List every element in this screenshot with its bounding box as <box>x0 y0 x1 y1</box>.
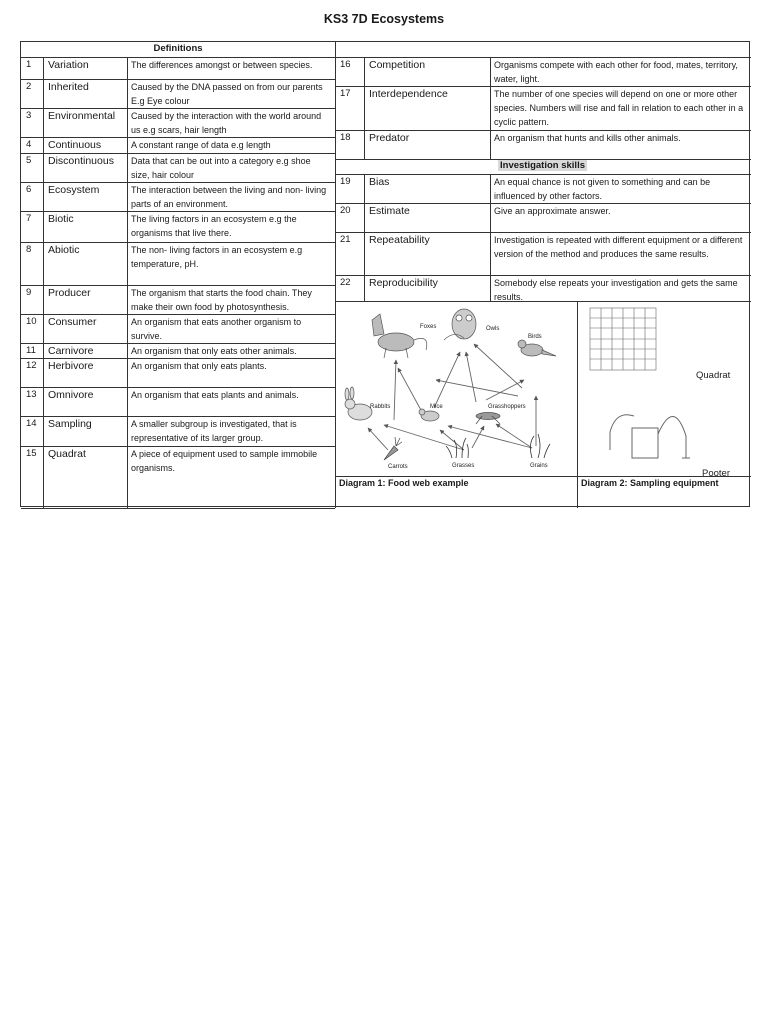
investigation-skills-header <box>335 159 750 174</box>
right-col-rule <box>364 174 365 301</box>
term-number: 10 <box>26 316 37 327</box>
term-name: Environmental <box>48 110 116 122</box>
term-definition: Caused by the DNA passed on from our parents E.g Eye colour <box>131 82 323 106</box>
term-definition: An organism that only eats plants. <box>131 361 267 371</box>
owl-icon <box>444 309 476 340</box>
term-number: 9 <box>26 287 32 298</box>
term-definition: The non- living factors in an ecosystem e.g temperature, pH. <box>131 245 303 269</box>
term-definition: The living factors in an ecosystem e.g the organisms that live there. <box>131 214 297 238</box>
left-col-rule <box>127 57 128 508</box>
term-definition: Give an approximate answer. <box>494 206 611 216</box>
term-name: Variation <box>48 59 89 71</box>
term-name: Ecosystem <box>48 184 100 196</box>
term-number: 5 <box>26 155 32 166</box>
term-number: 3 <box>26 110 32 121</box>
term-definition: A constant range of data e.g length <box>131 140 271 150</box>
mouse-icon <box>419 409 439 421</box>
pooter-icon <box>610 415 690 458</box>
term-number: 21 <box>340 234 351 245</box>
term-name: Repeatability <box>369 234 430 246</box>
term-name: Herbivore <box>48 360 94 372</box>
food-web-label-carrots: Carrots <box>388 464 408 470</box>
left-row-rule <box>21 508 335 509</box>
sampling-equipment-diagram <box>578 300 750 476</box>
term-number: 8 <box>26 244 32 255</box>
term-definition: A piece of equipment used to sample immobile organisms. <box>131 449 318 473</box>
term-name: Abiotic <box>48 244 80 256</box>
term-definition: An organism that eats plants and animals. <box>131 390 299 400</box>
term-definition: An organism that eats another organism to survive. <box>131 317 302 341</box>
right-row-rule <box>335 159 751 160</box>
quadrat-icon <box>590 308 656 370</box>
term-number: 20 <box>340 205 351 216</box>
term-definition: The number of one species will depend on one or more other species. Numbers will rise and fall in relation to each other in a cyclic pattern. <box>494 89 744 127</box>
term-definition: An organism that hunts and kills other animals. <box>494 133 681 143</box>
term-number: 4 <box>26 139 32 150</box>
term-definition: An equal chance is not given to something and can be influenced by other factors. <box>494 177 711 201</box>
term-number: 11 <box>26 345 36 356</box>
term-number: 13 <box>26 389 37 400</box>
definitions-header: Definitions <box>153 43 203 54</box>
grain-icon <box>530 434 550 458</box>
term-name: Omnivore <box>48 389 94 401</box>
term-definition: Caused by the interaction with the world around us e.g scars, hair length <box>131 111 322 135</box>
term-name: Reproducibility <box>369 277 438 289</box>
left-col-rule <box>43 57 44 508</box>
term-definition: The interaction between the living and non- living parts of an environment. <box>131 185 327 209</box>
term-definition: An organism that only eats other animals. <box>131 346 297 356</box>
grasshopper-icon <box>476 413 500 425</box>
term-name: Competition <box>369 59 426 71</box>
food-web-label-owls: Owls <box>486 326 500 332</box>
food-web-diagram <box>336 300 576 480</box>
term-definition: The organism that starts the food chain. They make their own food by photosynthesis. <box>131 288 312 312</box>
pooter-label: Pooter <box>702 468 730 476</box>
food-web-label-foxes: Foxes <box>420 324 437 330</box>
term-name: Biotic <box>48 213 74 225</box>
term-number: 6 <box>26 184 32 195</box>
right-col-rule <box>490 57 491 159</box>
investigation-skills-label: Investigation skills <box>500 160 585 171</box>
term-name: Discontinuous <box>48 155 114 167</box>
food-web-label-grains: Grains <box>530 463 548 469</box>
term-number: 2 <box>26 81 32 92</box>
fox-icon <box>372 314 427 358</box>
term-number: 19 <box>340 176 351 187</box>
term-name: Sampling <box>48 418 92 430</box>
right-row-rule <box>335 301 751 302</box>
ecosystems-table <box>20 41 750 507</box>
term-definition: Organisms compete with each other for food, mates, territory, water, light. <box>494 60 738 84</box>
rabbit-icon <box>345 387 372 420</box>
term-name: Continuous <box>48 139 102 151</box>
term-definition: A smaller subgroup is investigated, that is representative of its larger group. <box>131 419 297 443</box>
sampling-equipment-caption: Diagram 2: Sampling equipment <box>581 478 719 488</box>
right-col-rule <box>364 57 365 159</box>
term-number: 15 <box>26 448 37 459</box>
food-web-label-rabbits: Rabbits <box>370 404 391 410</box>
page-title: KS3 7D Ecosystems <box>323 12 445 26</box>
food-web-label-birds: Birds <box>528 334 542 340</box>
right-col-rule <box>490 174 491 301</box>
term-number: 7 <box>26 213 32 224</box>
term-name: Inherited <box>48 81 89 93</box>
term-name: Interdependence <box>369 88 448 100</box>
term-name: Producer <box>48 287 91 299</box>
term-definition: Data that can be out into a category e.g shoe size, hair colour <box>131 156 311 180</box>
term-number: 14 <box>26 418 37 429</box>
term-name: Consumer <box>48 316 97 328</box>
term-name: Estimate <box>369 205 410 217</box>
bird-icon <box>518 340 556 356</box>
term-number: 17 <box>340 88 351 99</box>
term-name: Carnivore <box>48 345 94 357</box>
term-name: Bias <box>369 176 390 188</box>
caption-rule <box>335 476 751 477</box>
term-name: Quadrat <box>48 448 86 460</box>
term-number: 12 <box>26 360 37 371</box>
term-name: Predator <box>369 132 410 144</box>
term-number: 18 <box>340 132 351 143</box>
food-web-label-mice: Mice <box>430 404 443 410</box>
term-number: 1 <box>26 59 32 70</box>
quadrat-label: Quadrat <box>696 370 731 381</box>
term-number: 22 <box>340 277 351 288</box>
term-definition: Somebody else repeats your investigation and gets the same results. <box>494 278 738 301</box>
term-definition: Investigation is repeated with different equipment or a different version of the method and produces the same results. <box>494 235 743 259</box>
food-web-label-grasshoppers: Grasshoppers <box>488 404 526 410</box>
term-definition: The differences amongst or between species. <box>131 60 313 70</box>
term-number: 16 <box>340 59 351 70</box>
food-web-caption: Diagram 1: Food web example <box>339 478 469 488</box>
food-web-label-grasses: Grasses <box>452 463 475 469</box>
